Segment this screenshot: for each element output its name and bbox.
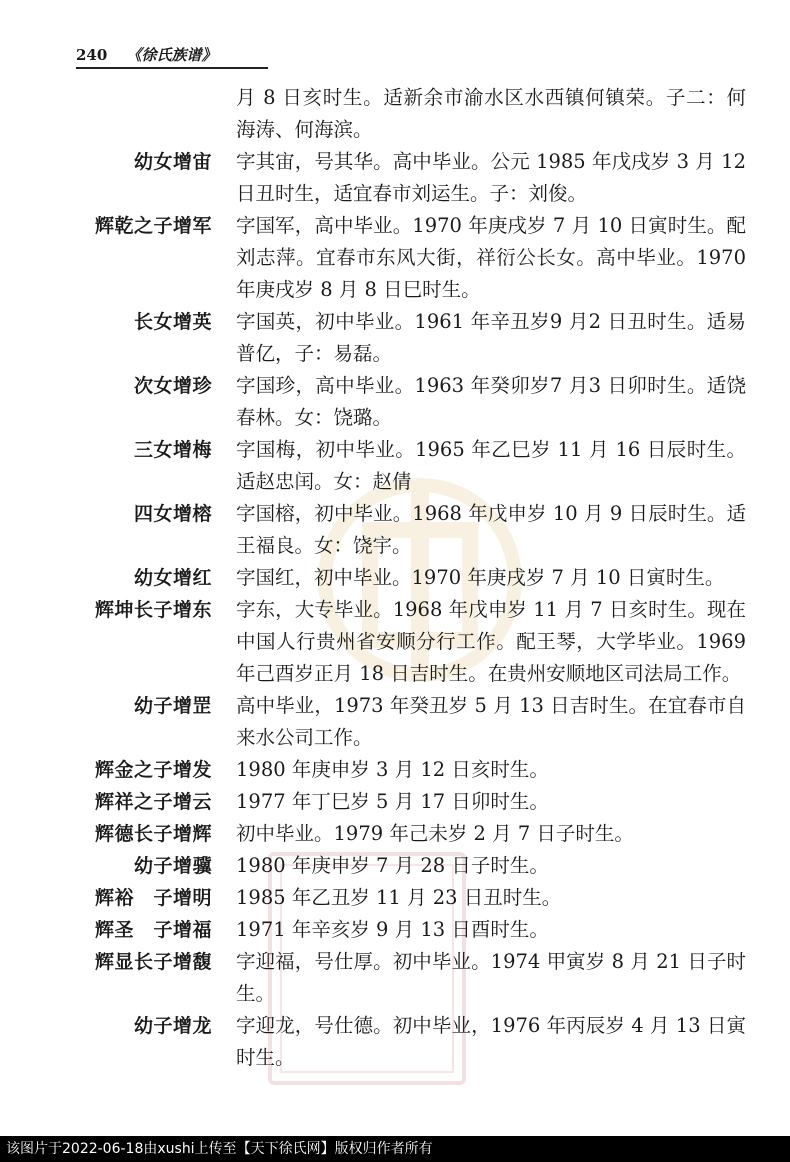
entry-row [0,306,790,370]
page-header [76,44,268,69]
entry-text: 字国珍，高中毕业。1963 年癸卯岁7 月3 日卯时生。适饶春林。女：饶璐。 [236,374,746,429]
entry-row [0,818,790,850]
entry-name: 辉德长子增辉 [94,823,212,845]
entry-name: 辉显长子增馥 [94,951,212,973]
entry-text: 1980 年庚申岁 7 月 28 日子时生。 [236,854,549,877]
entry-text: 字国梅，初中毕业。1965 年乙巳岁 11 月 16 日辰时生。适赵忠闰。女：赵倩 [236,438,746,493]
entry-row [0,210,790,306]
entry-name: 长女增英 [133,311,212,333]
entry-text: 1985 年乙丑岁 11 月 23 日丑时生。 [236,886,562,909]
entry-row [0,1010,790,1074]
entry-text: 1980 年庚申岁 3 月 12 日亥时生。 [236,758,549,781]
entry-text: 字国军，高中毕业。1970 年庚戌岁 7 月 10 日寅时生。配刘志萍。宜春市东风大街，祥衍公长女。高中毕业。1970 年庚戌岁 8 月 8 日巳时生。 [236,214,746,301]
entry-text: 1977 年丁巳岁 5 月 17 日卯时生。 [236,790,549,813]
entry-text: 字其宙，号其华。高中毕业。公元 1985 年戊戌岁 3 月 12 日丑时生，适宜春市刘运生。子：刘俊。 [236,150,746,205]
entry-row [0,690,790,754]
entry-row [0,146,790,210]
entry-text: 字迎龙，号仕德。初中毕业，1976 年丙辰岁 4 月 13 日寅时生。 [236,1014,746,1069]
entry-row [0,786,790,818]
entry-text: 月 8 日亥时生。适新余市渝水区水西镇何镇荣。子二：何海涛、何海滨。 [236,86,746,141]
entry-name: 幼子增龙 [133,1015,212,1037]
entry-text: 字国榕，初中毕业。1968 年戊申岁 10 月 9 日辰时生。适王福良。女：饶宇。 [236,502,746,557]
entry-row [0,370,790,434]
entry-name: 幼子增骥 [133,855,212,877]
entry-row [0,434,790,498]
book-title: 《徐氏族谱》 [126,46,217,64]
entry-name: 幼子增罡 [133,695,212,717]
entry-text: 字国红，初中毕业。1970 年庚戌岁 7 月 10 日寅时生。 [236,566,725,589]
entry-row [0,850,790,882]
entry-row [0,754,790,786]
entry-name: 三女增梅 [133,439,212,461]
genealogy-entries [0,82,790,1074]
entry-text: 1971 年辛亥岁 9 月 13 日酉时生。 [236,918,549,941]
entry-text: 字国英，初中毕业。1961 年辛丑岁9 月2 日丑时生。适易普亿，子：易磊。 [236,310,746,365]
entry-text: 字迎福，号仕厚。初中毕业。1974 甲寅岁 8 月 21 日子时生。 [236,950,746,1005]
entry-row [0,914,790,946]
entry-name: 辉金之子增发 [94,759,212,781]
copyright-footer: 该图片于2022-06-18由xushi上传至【天下徐氏网】版权归作者所有 [0,1136,790,1162]
entry-name: 辉乾之子增军 [94,215,212,237]
entry-row [0,594,790,690]
page-number: 240 [76,46,108,64]
entry-name: 辉坤长子增东 [94,599,212,621]
entry-name: 幼女增宙 [133,151,212,173]
entry-row [0,562,790,594]
entry-name: 四女增榕 [133,503,212,525]
entry-row [0,498,790,562]
entry-name: 辉裕 子增明 [94,887,212,909]
entry-row [0,82,790,146]
entry-row [0,882,790,914]
entry-name: 次女增珍 [133,375,212,397]
entry-text: 高中毕业，1973 年癸丑岁 5 月 13 日吉时生。在宜春市自来水公司工作。 [236,694,746,749]
entry-text: 初中毕业。1979 年己未岁 2 月 7 日子时生。 [236,822,634,845]
entry-name: 辉圣 子增福 [94,919,212,941]
entry-name: 辉祥之子增云 [94,791,212,813]
entry-row [0,946,790,1010]
entry-text: 字东，大专毕业。1968 年戊申岁 11 月 7 日亥时生。现在中国人行贵州省安顺分行工作。配王琴，大学毕业。1969 年己酉岁正月 18 日吉时生。在贵州安顺地区司法局工作。 [236,598,746,685]
entry-name: 幼女增红 [133,567,212,589]
